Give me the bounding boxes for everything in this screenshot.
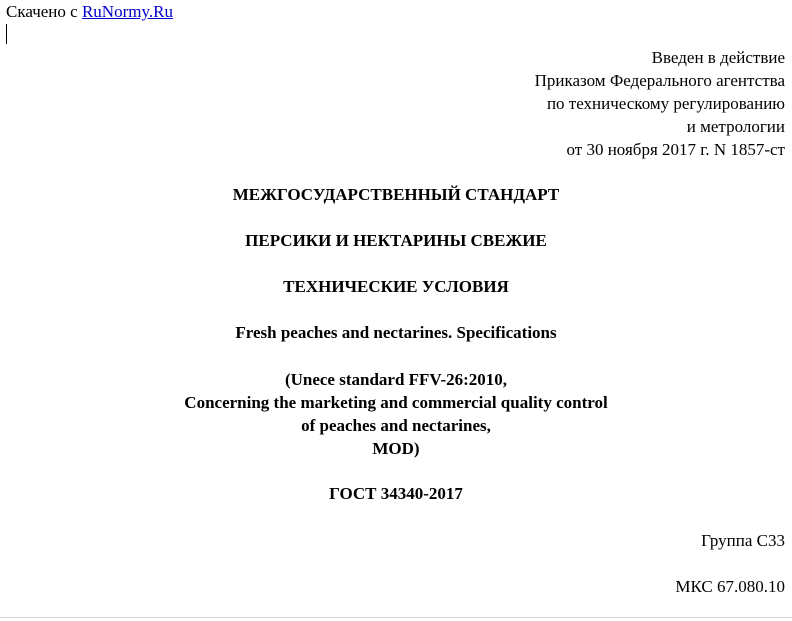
approval-line: и метрологии [686, 117, 785, 136]
mks-code: МКС 67.080.10 [675, 577, 785, 596]
document-title-ru: ПЕРСИКИ И НЕКТАРИНЫ СВЕЖИЕ [245, 231, 547, 250]
runormy-link[interactable]: RuNormy.Ru [81, 2, 173, 21]
approval-block [535, 46, 785, 161]
downloaded-prefix: Скачено с [6, 2, 78, 21]
approval-line: Приказом Федерального агентства [534, 71, 785, 90]
reference-line: (Unece standard FFV-26:2010, [284, 370, 508, 389]
reference-line: Concerning the marketing and commercial quality control [184, 393, 608, 412]
standard-kind-heading: МЕЖГОСУДАРСТВЕННЫЙ СТАНДАРТ [232, 185, 560, 204]
reference-line: of peaches and nectarines, [301, 416, 491, 435]
standard-designation: ГОСТ 34340-2017 [329, 484, 463, 503]
approval-line: Введен в действие [651, 48, 785, 67]
approval-line: по техническому регулированию [546, 94, 785, 113]
approval-line: от 30 ноября 2017 г. N 1857-ст [566, 140, 785, 159]
reference-line: MOD) [372, 439, 420, 458]
page-bottom-divider [0, 617, 792, 618]
document-title-en: Fresh peaches and nectarines. Specifications [235, 323, 557, 342]
text-cursor [6, 24, 7, 44]
classification-group: Группа С33 [701, 531, 785, 550]
document-subtitle-ru: ТЕХНИЧЕСКИЕ УСЛОВИЯ [283, 277, 509, 296]
downloaded-from-line [6, 2, 173, 22]
